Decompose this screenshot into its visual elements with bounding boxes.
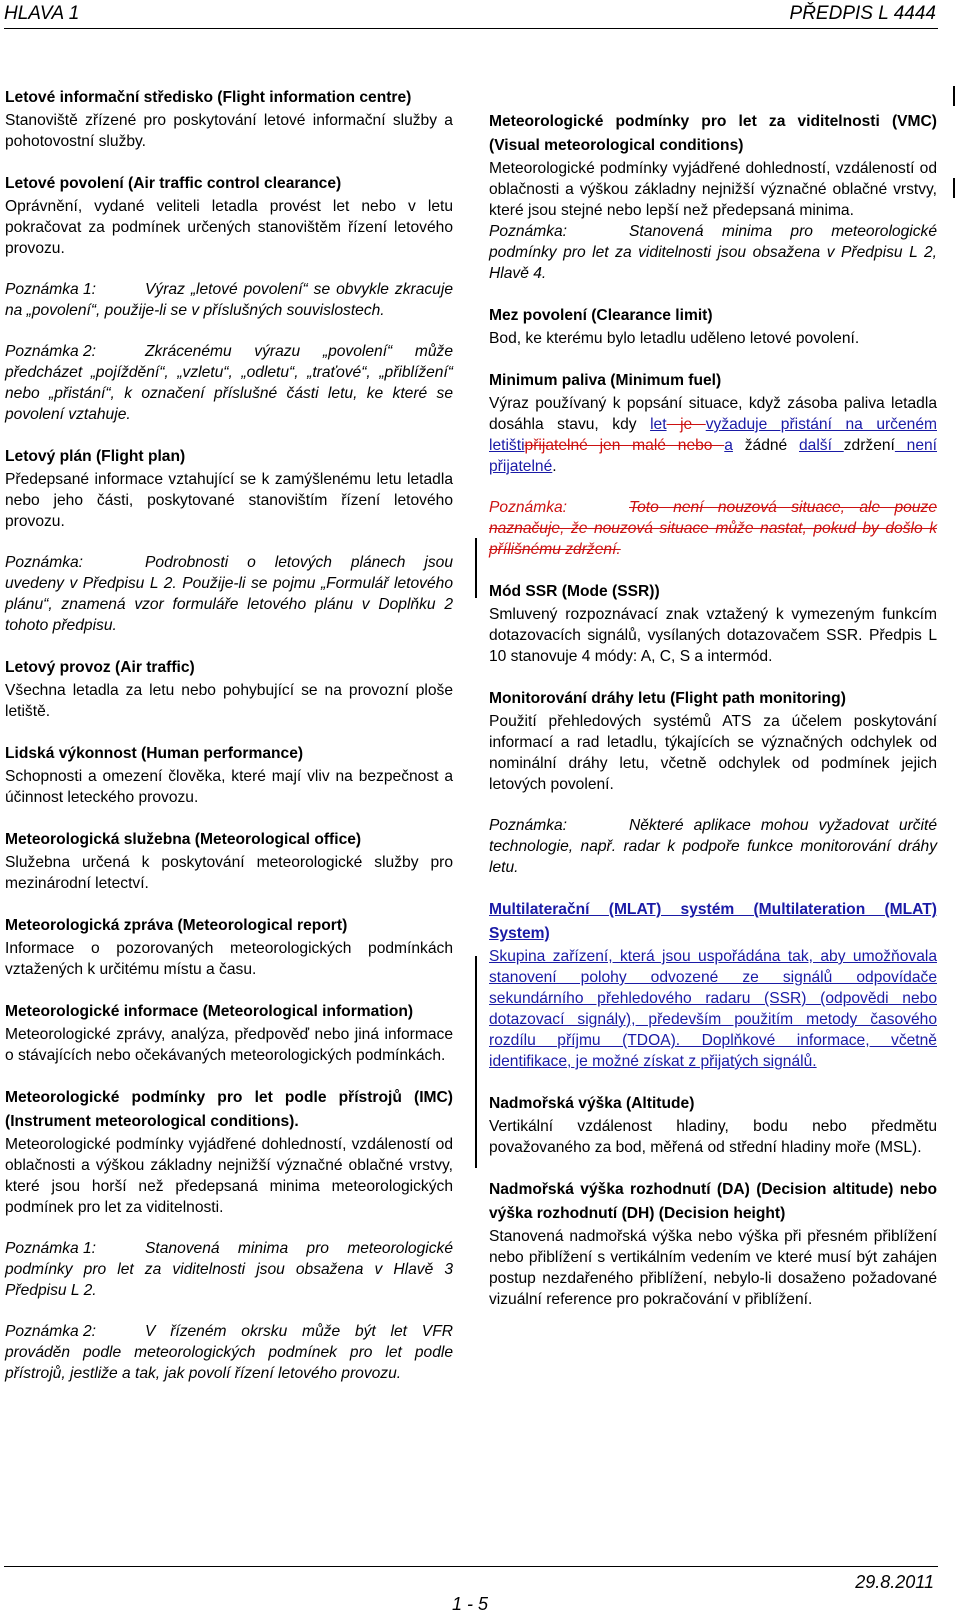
term-title: Nadmořská výška (Altitude) <box>489 1095 695 1112</box>
definition-flight-plan <box>5 445 453 532</box>
term-title: Nadmořská výška rozhodnutí (DA) (Decision altitude) nebo výška rozhodnutí (DH) (Decision height) <box>489 1181 937 1222</box>
term-title: Lidská výkonnost (Human performance) <box>5 745 304 762</box>
term-title: Meteorologická zpráva (Meteorological report) <box>5 917 348 934</box>
term-definition: Předepsané informace vztahující se k zamýšlenému letu letadla nebo jeho části, poskytované stanovištím řízení letového provozu. <box>5 471 453 530</box>
definition-imc <box>5 1086 453 1218</box>
definition-text: Výraz používaný k popsání situace, když zásoba paliva letadla dosáhla stavu, kdy <box>489 395 937 433</box>
definition-meteorological-office <box>5 828 453 894</box>
change-bar <box>953 178 955 198</box>
term-definition <box>489 393 937 477</box>
left-column <box>5 86 453 1404</box>
note-label: Poznámka: <box>489 817 568 834</box>
definition-minimum-fuel <box>489 369 937 477</box>
change-bar <box>475 956 477 1168</box>
change-bar <box>475 538 477 598</box>
term-title: Letové povolení (Air traffic control clearance) <box>5 175 342 192</box>
note-text: V řízeném okrsku může být let VFR prováděn podle meteorologických podmínek pro let podle přístrojů, jestliže a tak, jak povolí řízení letového provozu. <box>5 1323 453 1382</box>
term-definition: Bod, ke kterému bylo letadlu uděleno letové povolení. <box>489 330 860 347</box>
deleted-text: je <box>666 416 706 433</box>
note-label: Poznámka 1: <box>5 1240 97 1257</box>
term-definition: Služebna určená k poskytování meteorologické služby pro mezinárodní letectví. <box>5 854 453 892</box>
page-header <box>4 0 938 29</box>
note-atc-1 <box>5 279 453 321</box>
term-title: Meteorologické informace (Meteorological information) <box>5 1003 414 1020</box>
note-imc-2 <box>5 1321 453 1384</box>
term-definition: Meteorologické podmínky vyjádřené dohledností, vzdáleností od oblačnosti a výškou základny nejnižší význačné oblačné vrstvy, které jsou horší než předepsaná minima meteorologických podmínek pro let za viditelnosti. <box>5 1136 453 1216</box>
note-label: Poznámka 2: <box>5 1323 97 1340</box>
definition-mode-ssr <box>489 580 937 667</box>
note-label: Poznámka 2: <box>5 343 97 360</box>
term-title: Mód SSR (Mode (SSR)) <box>489 583 660 600</box>
definition-flight-path-monitoring <box>489 687 937 795</box>
term-definition: Skupina zařízení, která jsou uspořádána tak, aby umožňovala stanovení polohy odvozené ze signálů odpovídače sekundárního přehledového radaru (SSR) (odpovědi nebo dotazovací signály), především použitím metody časového rozdílu příjmu (TDOA). Doplňkové informace, včetně identifikace, je možné získat z přijatých signálů. <box>489 948 937 1070</box>
note-label: Poznámka 1: <box>5 281 97 298</box>
term-definition: Smluvený rozpoznávací znak vztažený k vymezeným funkcím dotazovacích signálů, vysílaných dotazovačem SSR. Předpis L 10 stanovuje 4 módy: A, C, S a intermód. <box>489 606 937 665</box>
term-title: Monitorování dráhy letu (Flight path monitoring) <box>489 690 846 707</box>
term-definition: Stanovená nadmořská výška nebo výška při přesném přiblížení nebo přiblížení s vertikálním vedením ve které musí být zahájen postup nezdařeného přiblížení, nebylo-li dosaženo požadované vizuální reference pro pokračování v přiblížení. <box>489 1228 937 1308</box>
inserted-text: další <box>799 437 844 454</box>
deleted-text: přijatelné jen malé nebo <box>524 437 725 454</box>
term-definition: Vertikální vzdálenost hladiny, bodu nebo předmětu považovaného za bod, měřená od střední hladiny moře (MSL). <box>489 1118 937 1156</box>
note-text: Toto není nouzová situace, ale pouze naznačuje, že nouzová situace může nastat, pokud by došlo k přílišnému zdržení. <box>489 499 937 558</box>
definition-clearance-limit <box>489 304 937 349</box>
term-definition: Schopnosti a omezení člověka, které mají vliv na bezpečnost a účinnost leteckého provozu. <box>5 768 453 806</box>
right-column <box>489 110 937 1330</box>
term-title: Multilaterační (MLAT) systém (Multilateration (MLAT) System) <box>489 901 937 942</box>
definition-vmc <box>489 110 937 284</box>
note-label: Poznámka: <box>489 499 568 516</box>
definition-air-traffic <box>5 656 453 722</box>
note-atc-2 <box>5 341 453 425</box>
definition-human-performance <box>5 742 453 808</box>
note-text: Zkrácenému výrazu „povolení“ může předcházet „pojíždění“, „vzletu“, „odletu“, „traťové“, „přiblížení“ nebo „přistání“, k označení příslušné části letu, ke které se povolení vztahuje. <box>5 343 453 423</box>
inserted-text: let <box>650 416 667 433</box>
note-flight-plan <box>5 552 453 636</box>
footer-rule <box>4 1566 938 1567</box>
definition-mlat-system <box>489 898 937 1072</box>
term-definition: Oprávnění, vydané veliteli letadla provést let nebo v letu pokračovat za podmínek určených stanovištěm řízení letového provozu. <box>5 198 453 257</box>
term-definition: Stanoviště zřízené pro poskytování letové informační služby a pohotovostní služby. <box>5 112 453 150</box>
note-flight-path-monitoring <box>489 815 937 878</box>
term-title: Minimum paliva (Minimum fuel) <box>489 372 722 389</box>
note-imc-1 <box>5 1238 453 1301</box>
term-title: Meteorologická služebna (Meteorological office) <box>5 831 362 848</box>
definition-decision-altitude <box>489 1178 937 1310</box>
footer-date: 29.8.2011 <box>855 1572 934 1592</box>
note-minimum-fuel-deleted <box>489 497 937 560</box>
term-title: Letový plán (Flight plan) <box>5 448 186 465</box>
definition-meteorological-information <box>5 1000 453 1066</box>
term-definition: Použití přehledových systémů ATS za účelem poskytování informací a rad letadlu, týkajících se význačných odchylek od nominální dráhy letu, včetně odchylek od podmínek jejich letových povolení. <box>489 713 937 793</box>
term-definition: Meteorologické zprávy, analýza, předpověď nebo jiná informace o stávajících nebo očekávaných meteorologických podmínkách. <box>5 1026 453 1064</box>
definition-altitude <box>489 1092 937 1158</box>
inserted-text: a <box>724 437 733 454</box>
note-label: Poznámka: <box>5 554 84 571</box>
term-title: Meteorologické podmínky pro let za viditelnosti (VMC) (Visual meteorological conditions) <box>489 113 937 154</box>
note-text: Stanovená minima pro meteorologické podmínky pro let za viditelnosti jsou obsažena v Hlavě 3 Předpisu L 2. <box>5 1240 453 1299</box>
note-vmc <box>489 221 937 284</box>
note-text: Výraz „letové povolení“ se obvykle zkracuje na „povolení“, použije-li se v příslušných souvislostech. <box>5 281 453 319</box>
term-title: Mez povolení (Clearance limit) <box>489 307 713 324</box>
note-text: Některé aplikace mohou vyžadovat určité technologie, např. radar k podpoře funkce monitorování dráhy letu. <box>489 817 937 876</box>
definition-text: zdržení <box>843 437 895 454</box>
definition-meteorological-report <box>5 914 453 980</box>
inserted-text: není přijatelné <box>489 437 938 475</box>
page-number: 1 - 5 <box>452 1594 489 1614</box>
header-chapter: HLAVA 1 <box>4 3 80 24</box>
definition-text: . <box>552 458 557 475</box>
term-definition: Informace o pozorovaných meteorologických podmínkách vztažených k určitému místu a času. <box>5 940 453 978</box>
term-title: Meteorologické podmínky pro let podle přístrojů (IMC) (Instrument meteorological conditions). <box>5 1089 453 1130</box>
definition-text: žádné <box>732 437 799 454</box>
inserted-text: vyžaduje přistání na určeném letišti <box>489 416 937 454</box>
term-title: Letové informační středisko (Flight information centre) <box>5 89 412 106</box>
note-label: Poznámka: <box>489 223 568 240</box>
term-definition: Meteorologické podmínky vyjádřené dohledností, vzdáleností od oblačnosti a výškou základny nejnižší význačné oblačné vrstvy, které jsou stejné nebo lepší než předepsaná minima. <box>489 160 937 219</box>
term-title: Letový provoz (Air traffic) <box>5 659 195 676</box>
term-definition: Všechna letadla za letu nebo pohybující se na provozní ploše letiště. <box>5 682 453 720</box>
definition-atc-clearance <box>5 172 453 259</box>
note-text: Stanovená minima pro meteorologické podmínky pro let za viditelnosti jsou obsažena v Předpisu L 2, Hlavě 4. <box>489 223 937 282</box>
note-text: Podrobnosti o letových plánech jsou uvedeny v Předpisu L 2. Použije-li se pojmu „Formulář letového plánu“, znamená vzor formuláře letového plánu v Doplňku 2 tohoto předpisu. <box>5 554 453 634</box>
definition-flight-information-centre <box>5 86 453 152</box>
header-regulation: PŘEDPIS L 4444 <box>789 3 936 24</box>
change-bar <box>953 86 955 106</box>
